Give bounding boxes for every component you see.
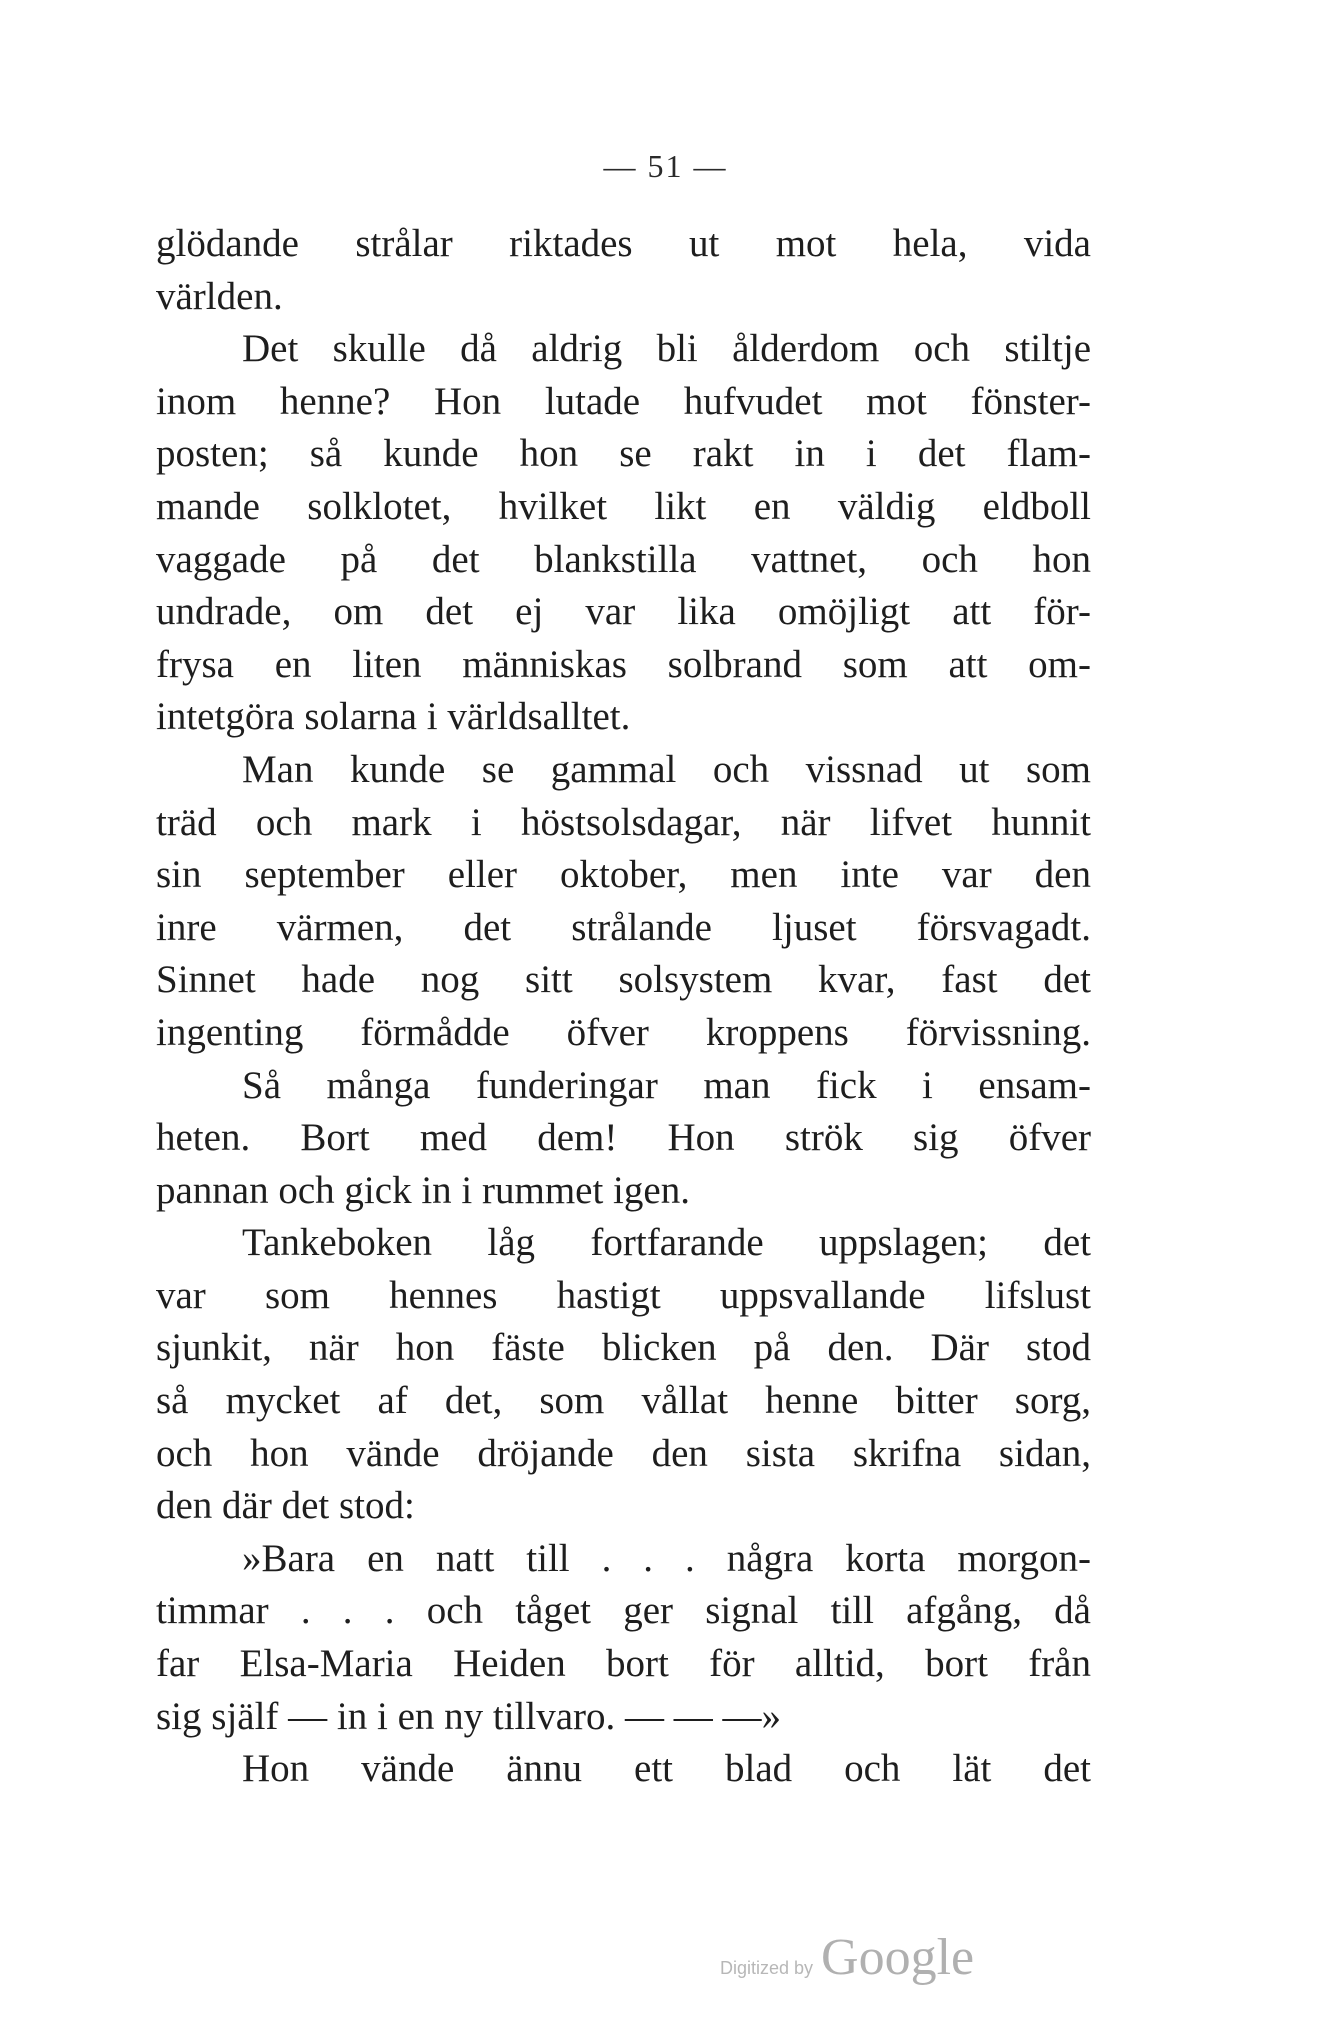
paragraph-start-line: »Bara en natt till . . . några korta morgon-	[242, 1536, 1091, 1580]
paragraph-start-line: Tankeboken låg fortfarande uppslagen; det	[242, 1221, 1091, 1265]
text-line: glödande strålar riktades ut mot hela, vida	[156, 222, 1091, 265]
text-line: inre värmen, det strålande ljuset försvagadt.	[156, 905, 1091, 949]
text-line: mande solklotet, hvilket likt en väldig eldboll	[156, 484, 1091, 528]
google-logo: Google	[821, 1929, 975, 1986]
body-text	[156, 218, 1091, 1796]
text-line: träd och mark i höstsolsdagar, när lifvet hunnit	[156, 800, 1091, 844]
paragraph-start-line: Det skulle då aldrig bli ålderdom och stiltje	[242, 327, 1091, 371]
text-line: sjunkit, när hon fäste blicken på den. Där stod	[156, 1326, 1091, 1370]
text-line: världen.	[156, 274, 283, 318]
text-line: pannan och gick in i rummet igen.	[156, 1168, 690, 1212]
paragraph-start-line: Hon vände ännu ett blad och lät det	[242, 1747, 1091, 1791]
text-line: posten; så kunde hon se rakt in i det flam-	[156, 432, 1091, 476]
text-line: och hon vände dröjande den sista skrifna sidan,	[156, 1431, 1091, 1475]
text-line: far Elsa-Maria Heiden bort för alltid, bort från	[156, 1642, 1091, 1686]
text-line: var som hennes hastigt uppsvallande lifslust	[156, 1273, 1091, 1317]
text-line: inom henne? Hon lutade hufvudet mot fönster-	[156, 379, 1091, 423]
text-line: den där det stod:	[156, 1484, 415, 1528]
text-line: så mycket af det, som vållat henne bitter sorg,	[156, 1379, 1091, 1423]
text-line: intetgöra solarna i världsalltet.	[156, 695, 631, 739]
text-line: ingenting förmådde öfver kroppens förvissning.	[156, 1010, 1091, 1054]
text-line: sin september eller oktober, men inte var den	[156, 853, 1091, 897]
google-watermark	[720, 1928, 974, 1987]
text-line: undrade, om det ej var lika omöjligt att för-	[156, 590, 1091, 634]
text-line: heten. Bort med dem! Hon strök sig öfver	[156, 1116, 1091, 1160]
text-line: frysa en liten människas solbrand som att om-	[156, 642, 1091, 686]
text-line: Sinnet hade nog sitt solsystem kvar, fast det	[156, 958, 1091, 1002]
paragraph-start-line: Så många funderingar man fick i ensam-	[242, 1063, 1091, 1107]
watermark-prefix: Digitized by	[720, 1958, 814, 1978]
text-line: sig själf — in i en ny tillvaro. — — —»	[156, 1694, 782, 1738]
text-line: vaggade på det blankstilla vattnet, och hon	[156, 537, 1091, 581]
text-line: timmar . . . och tåget ger signal till afgång, då	[156, 1589, 1091, 1633]
paragraph-start-line: Man kunde se gammal och vissnad ut som	[242, 747, 1091, 791]
page-number: — 51 —	[603, 148, 728, 184]
